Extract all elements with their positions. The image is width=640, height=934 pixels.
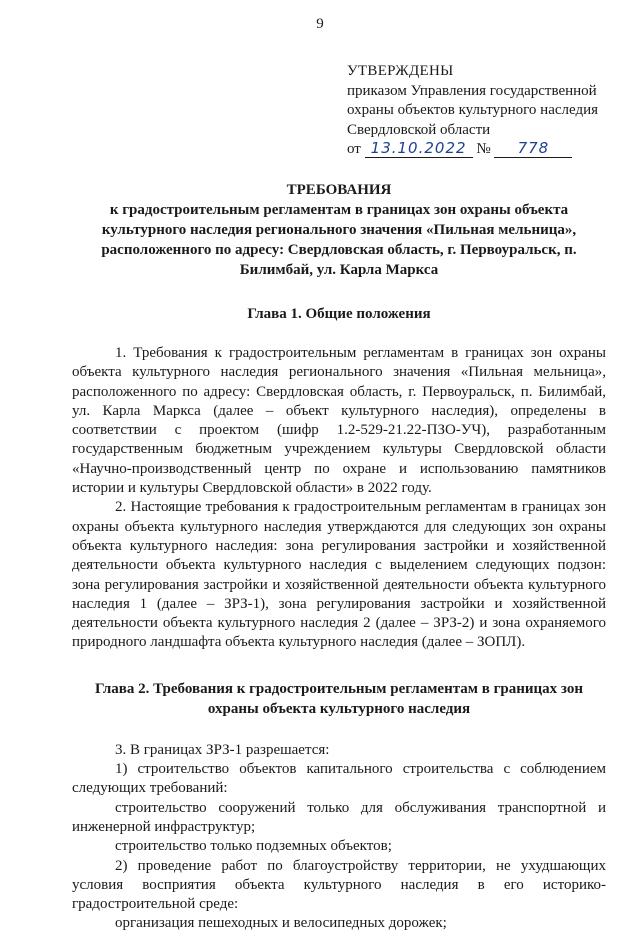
chapter-1-title: Глава 1. Общие положения — [247, 306, 431, 322]
number-field — [494, 140, 572, 158]
chapter-2-title: Глава 2. Требования к градостроительным регламентам в границах зон охраны объекта культурного наследия — [94, 680, 584, 717]
approval-line-1: приказом Управления государственной — [347, 82, 597, 99]
sub-item-structures: строительство сооружений только для обслуживания транспортной и инженерной инфраструктур; — [72, 799, 606, 835]
handwritten-number: 778 — [517, 139, 550, 157]
date-field — [365, 140, 473, 158]
document-subtitle: к градостроительным регламентам в границах зон охраны объекта культурного наследия регионального значения «Пильная мельница», расположенного по адресу: Свердловская область, г. Первоуральск, п. Билимбай, ул. Карла Маркса — [101, 202, 577, 278]
paragraph-3: 3. В границах ЗРЗ-1 разрешается: — [115, 741, 330, 758]
approval-date-row — [347, 140, 617, 160]
approval-heading: УТВЕРЖДЕНЫ — [347, 63, 454, 79]
number-prefix: № — [476, 141, 491, 157]
approval-stamp — [347, 62, 617, 160]
paragraph-2: 2. Настоящие требования к градостроительным регламентам в границах зон охраны объекта культурного наследия утверждаются для следующих зон охраны объекта культурного наследия: зона регулирования застройки и хозяйственной деятельности объекта культурного наследия с выделением следующих подзон: зона регулирования застройки и хозяйственной деятельности объекта культурного наследия 1 (далее – ЗРЗ-1), зона регулирования застройки и хозяйственной деятельности объекта культурного наследия 2 (далее – ЗРЗ-2) и зона охраняемого природного ландшафта объекта культурного наследия (далее – ЗОПЛ). — [72, 499, 606, 651]
approval-line-3: Свердловской области — [347, 121, 491, 138]
document-body — [72, 180, 606, 934]
document-title: ТРЕБОВАНИЯ — [286, 182, 392, 198]
sub-item-underground: строительство только подземных объектов; — [115, 838, 392, 855]
list-item-2: 2) проведение работ по благоустройству территории, не ухудшающих условия восприятия объекта культурного наследия в его историко-градостроительной среде: — [72, 857, 606, 913]
list-item-1: 1) строительство объектов капитального строительства с соблюдением следующих требований: — [72, 761, 606, 797]
date-prefix: от — [347, 141, 361, 157]
handwritten-date: 13.10.2022 — [370, 139, 467, 157]
approval-line-2: охраны объектов культурного наследия — [347, 102, 599, 118]
sub-item-paths: организация пешеходных и велосипедных дорожек; — [115, 915, 447, 932]
paragraph-1: 1. Требования к градостроительным регламентам в границах зон охраны объекта культурного наследия регионального значения «Пильная мельница», расположенного по адресу: Свердловская область, г. Первоуральск, п. Билимбай, ул. Карла Маркса (далее – объект культурного наследия), определены в соответствии с проектом (шифр 1.2-529-21.22-ПЗО-УЧ), разработанным государственным бюджетным учреждением культуры Свердловской области «Научно-производственный центр по охране и использованию памятников истории и культуры Свердловской области» в 2022 году. — [72, 345, 606, 497]
page-number: 9 — [316, 16, 324, 32]
